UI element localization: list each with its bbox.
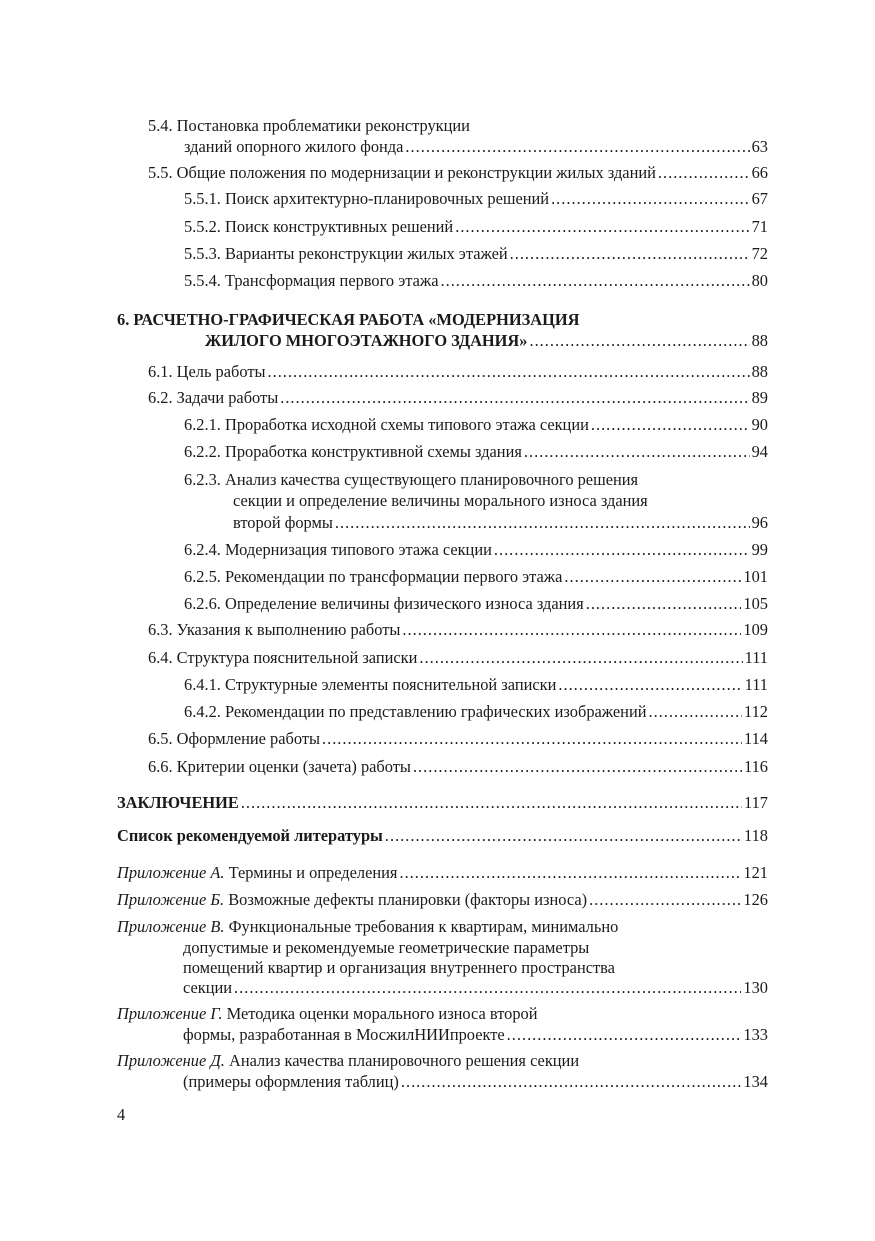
toc-appendix-v-line3: помещений квартир и организация внутреннего пространства — [183, 958, 615, 977]
toc-entry-6-1[interactable] — [148, 361, 768, 383]
toc-entry-title: зданий опорного жилого фонда — [184, 137, 404, 156]
toc-page-number: 118 — [744, 826, 768, 845]
dot-leader — [322, 728, 742, 750]
toc-entry-5-5-1[interactable] — [184, 188, 768, 210]
toc-page-number: 63 — [751, 137, 768, 156]
dot-leader — [524, 441, 750, 463]
appendix-label: Приложение В. — [117, 917, 225, 936]
dot-leader — [441, 270, 750, 292]
toc-appendix-g-line1 — [117, 1003, 538, 1025]
toc-entry-title: Термины и определения — [224, 863, 398, 882]
toc-page-number: 96 — [751, 513, 768, 532]
dot-leader — [399, 862, 741, 884]
toc-entry-title: 6.4.2. Рекомендации по представлению графических изображений — [184, 702, 647, 721]
toc-page-number: 105 — [743, 594, 768, 613]
toc-entry-title: 5.5. Общие положения по модернизации и реконструкции жилых зданий — [148, 163, 656, 182]
toc-section-6-line1: 6. РАСЧЕТНО-ГРАФИЧЕСКАЯ РАБОТА «МОДЕРНИЗАЦИЯ — [117, 310, 580, 329]
toc-entry-title: Анализ качества планировочного решения секции — [224, 1051, 580, 1070]
toc-entry-title: второй формы — [233, 513, 333, 532]
dot-leader — [529, 330, 749, 352]
toc-entry-title: 6.4.1. Структурные элементы пояснительной записки — [184, 675, 557, 694]
toc-entry-5-4[interactable] — [184, 136, 768, 158]
toc-page-number: 90 — [751, 415, 768, 434]
toc-entry-title: 6.5. Оформление работы — [148, 729, 320, 748]
appendix-label: Приложение Б. — [117, 890, 225, 909]
toc-entry-5-4-line1: 5.4. Постановка проблематики реконструкции — [148, 116, 470, 135]
toc-entry-5-5-3[interactable] — [184, 243, 768, 265]
toc-entry-title: Методика оценки морального износа второй — [222, 1004, 538, 1023]
toc-page-number: 66 — [751, 163, 768, 182]
dot-leader — [591, 414, 750, 436]
toc-entry-title: ЗАКЛЮЧЕНИЕ — [117, 793, 239, 812]
toc-entry-6-4-2[interactable] — [184, 701, 768, 723]
dot-leader — [405, 136, 749, 158]
toc-page-number: 88 — [751, 362, 768, 381]
toc-entry-title: 5.5.2. Поиск конструктивных решений — [184, 217, 454, 236]
toc-entry-title: 6.3. Указания к выполнению работы — [148, 620, 401, 639]
toc-entry-title: Список рекомендуемой литературы — [117, 826, 383, 845]
dot-leader — [268, 361, 750, 383]
toc-page-number: 99 — [751, 540, 768, 559]
dot-leader — [648, 701, 742, 723]
toc-page-number: 117 — [744, 793, 768, 812]
toc-appendix-g[interactable] — [183, 1024, 768, 1046]
toc-page-number: 114 — [744, 729, 768, 748]
toc-entry-6-2-5[interactable] — [184, 566, 768, 588]
dot-leader — [564, 566, 741, 588]
toc-page-number: 88 — [751, 331, 768, 350]
dot-leader — [335, 512, 750, 534]
dot-leader — [589, 889, 741, 911]
toc-entry-title: 6.6. Критерии оценки (зачета) работы — [148, 757, 411, 776]
toc-page-number: 67 — [751, 189, 768, 208]
dot-leader — [494, 539, 750, 561]
dot-leader — [551, 188, 750, 210]
dot-leader — [558, 674, 742, 696]
toc-entry-title: 6.4. Структура пояснительной записки — [148, 648, 418, 667]
toc-entry-title: 6.2.1. Проработка исходной схемы типового этажа секции — [184, 415, 589, 434]
toc-entry-6-2-6[interactable] — [184, 593, 768, 615]
toc-page-number: 80 — [751, 271, 768, 290]
toc-appendix-v[interactable] — [183, 977, 768, 999]
toc-entry-5-5-4[interactable] — [184, 270, 768, 292]
toc-entry-5-5-2[interactable] — [184, 216, 768, 238]
toc-entry-6-2-3-line2: секции и определение величины морального износа здания — [233, 491, 648, 510]
toc-page-number: 130 — [743, 978, 768, 997]
toc-entry-title: 6.2. Задачи работы — [148, 388, 279, 407]
toc-page-number: 109 — [743, 620, 768, 639]
toc-entry-title: Функциональные требования к квартирам, минимально — [224, 917, 619, 936]
toc-entry-title: 6.2.2. Проработка конструктивной схемы здания — [184, 442, 522, 461]
toc-entry-title: Возможные дефекты планировки (факторы износа) — [224, 890, 588, 909]
toc-page-number: 89 — [751, 388, 768, 407]
toc-entry-conclusion[interactable] — [117, 792, 768, 814]
toc-entry-title: 5.5.3. Варианты реконструкции жилых этажей — [184, 244, 508, 263]
toc-entry-title: 6.1. Цель работы — [148, 362, 266, 381]
toc-entry-title: 6.2.4. Модернизация типового этажа секции — [184, 540, 492, 559]
toc-page-number: 121 — [743, 863, 768, 882]
toc-entry-title: 5.5.4. Трансформация первого этажа — [184, 271, 439, 290]
appendix-label: Приложение А. — [117, 863, 225, 882]
toc-entry-6-4-1[interactable] — [184, 674, 768, 696]
toc-appendix-d[interactable] — [183, 1071, 768, 1093]
toc-entry-title: ЖИЛОГО МНОГОЭТАЖНОГО ЗДАНИЯ» — [205, 331, 528, 350]
toc-entry-title: секции — [183, 978, 233, 997]
toc-appendix-d-line1 — [117, 1050, 579, 1072]
toc-entry-6-2-2[interactable] — [184, 441, 768, 463]
toc-entry-title: 5.5.1. Поиск архитектурно-планировочных решений — [184, 189, 550, 208]
dot-leader — [413, 756, 742, 778]
dot-leader — [507, 1024, 742, 1046]
toc-appendix-v-line2: допустимые и рекомендуемые геометрические параметры — [183, 938, 590, 957]
toc-entry-title: (примеры оформления таблиц) — [183, 1072, 399, 1091]
toc-section-6[interactable] — [205, 330, 768, 352]
toc-entry-6-2-1[interactable] — [184, 414, 768, 436]
dot-leader — [234, 977, 741, 999]
dot-leader — [586, 593, 742, 615]
appendix-label: Приложение Д. — [117, 1051, 225, 1070]
dot-leader — [401, 1071, 742, 1093]
toc-entry-6-2-4[interactable] — [184, 539, 768, 561]
toc-entry-title: 6.2.5. Рекомендации по трансформации первого этажа — [184, 567, 563, 586]
dot-leader — [419, 647, 742, 669]
toc-entry-5-5[interactable] — [148, 162, 768, 184]
page-number: 4 — [117, 1105, 126, 1124]
toc-page-number: 101 — [743, 567, 768, 586]
toc-appendix-b[interactable] — [117, 889, 768, 911]
toc-entry-6-2[interactable] — [148, 387, 768, 409]
toc-appendix-a[interactable] — [117, 862, 768, 884]
toc-entry-6-2-3[interactable] — [233, 512, 768, 534]
toc-appendix-v-line1 — [117, 916, 618, 938]
toc-page-number: 112 — [744, 702, 768, 721]
toc-entry-title: 6.2.6. Определение величины физического износа здания — [184, 594, 584, 613]
dot-leader — [280, 387, 749, 409]
toc-page-number: 71 — [751, 217, 768, 236]
appendix-label: Приложение Г. — [117, 1004, 223, 1023]
dot-leader — [402, 619, 741, 641]
toc-entry-references[interactable] — [117, 825, 768, 847]
toc-page-number: 111 — [744, 648, 768, 667]
toc-page-number: 111 — [744, 675, 768, 694]
dot-leader — [385, 825, 742, 847]
toc-entry-6-5[interactable] — [148, 728, 768, 750]
dot-leader — [510, 243, 750, 265]
toc-entry-6-4[interactable] — [148, 647, 768, 669]
toc-page-number: 72 — [751, 244, 768, 263]
toc-page-number: 134 — [743, 1072, 768, 1091]
toc-page-number: 133 — [743, 1025, 768, 1044]
toc-entry-6-6[interactable] — [148, 756, 768, 778]
toc-entry-6-3[interactable] — [148, 619, 768, 641]
toc-page-number: 126 — [743, 890, 768, 909]
toc-page-number: 116 — [744, 757, 768, 776]
dot-leader — [658, 162, 750, 184]
toc-entry-6-2-3-line1: 6.2.3. Анализ качества существующего планировочного решения — [184, 470, 639, 489]
dot-leader — [241, 792, 742, 814]
dot-leader — [455, 216, 749, 238]
toc-entry-title: формы, разработанная в МосжилНИИпроекте — [183, 1025, 505, 1044]
toc-page-number: 94 — [751, 442, 768, 461]
